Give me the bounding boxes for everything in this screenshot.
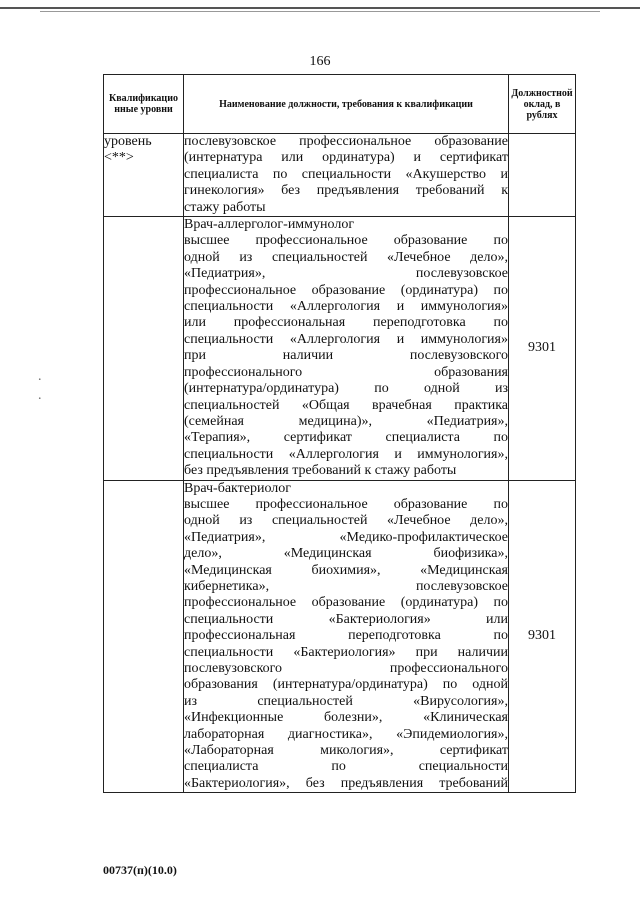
requirement-text-line: одной из специальностей «Лечебное дело», (184, 513, 508, 529)
requirement-text-line: «Инфекционные болезни», «Клиническая (184, 710, 508, 726)
requirement-text-line: «Бактериология», без предъявления требований (184, 775, 508, 791)
requirement-text-line: или профессиональная переподготовка по (184, 315, 508, 331)
requirement-text-line: специалиста по специальности «Акушерство и (184, 166, 508, 182)
requirement-text-line: без предъявления требований к стажу работы (184, 463, 457, 479)
requirement-text-line: профессиональная переподготовка по (184, 628, 508, 644)
qualification-level-cell (104, 217, 184, 481)
salary-value: 9301 (528, 628, 556, 644)
requirement-text-line: (интернатура или ординатура) и сертификат (184, 150, 508, 166)
side-mark: . (38, 369, 42, 384)
salary-cell (509, 217, 576, 481)
requirement-text-line: лабораторная диагностика», «Эпидемиология», (184, 726, 508, 742)
requirement-text-line: профессиональное образование (ординатура) по (184, 282, 508, 298)
requirement-text-line: высшее профессиональное образование по (184, 496, 508, 512)
requirement-text-line: гинекология» без предъявления требований к (184, 183, 508, 199)
requirement-text-line: из специальностей «Вирусология», (184, 693, 508, 709)
position-description-cell (184, 217, 509, 481)
requirement-text-line: специалиста по специальности (184, 759, 508, 775)
requirement-text-line: специальности «Бактериология» или (184, 611, 508, 627)
header-salary: Должностной оклад, в рублях (509, 75, 576, 134)
page-number: 166 (309, 54, 331, 69)
document-code: 00737(п)(10.0) (103, 863, 177, 877)
position-description-cell (184, 134, 509, 217)
requirement-text-line: специальности «Бактериология» при наличии (184, 644, 508, 660)
requirement-text-line: одной из специальностей «Лечебное дело», (184, 249, 508, 265)
requirement-text-line: «Терапия», сертификат специалиста по (184, 430, 508, 446)
requirement-text-line: послевузовского профессионального (184, 661, 508, 676)
qualification-level-text: <**> (104, 150, 134, 166)
position-title: Врач-аллерголог-иммунолог (184, 217, 355, 233)
requirement-text-line: высшее профессиональное образование по (184, 233, 508, 249)
salary-cell (509, 134, 576, 217)
requirement-text-line: послевузовское профессиональное образование (184, 134, 508, 149)
requirement-text-line: дело», «Медицинская биофизика», (184, 546, 508, 562)
qualification-level-cell (104, 480, 184, 793)
salary-cell (509, 480, 576, 793)
requirement-text-line: профессионального образования (184, 364, 508, 380)
requirement-text-line: специальности «Аллергология и иммунология» (184, 299, 508, 315)
requirement-text-line: специальности «Аллергология и иммунология» (184, 331, 508, 347)
qualification-table (103, 74, 576, 793)
qualification-level-cell (104, 134, 184, 217)
top-border-line (0, 7, 640, 9)
requirement-text-line: (семейная медицина)», «Педиатрия», (184, 413, 508, 429)
position-title: Врач-бактериолог (184, 480, 292, 496)
table-row (104, 217, 576, 481)
requirement-text-line: образования (интернатура/ординатура) по одной (184, 677, 508, 693)
requirement-text-line: «Педиатрия», «Медико-профилактическое (184, 529, 508, 545)
side-mark: . (38, 388, 42, 403)
requirement-text-line: при наличии послевузовского (184, 348, 508, 364)
salary-value: 9301 (528, 340, 556, 356)
position-description-cell (184, 480, 509, 793)
table-header-row (104, 75, 576, 134)
requirement-text-line: «Лабораторная микология», сертификат (184, 743, 508, 759)
top-border-line-secondary (40, 11, 600, 12)
requirement-text-line: (интернатура/ординатура) по одной из (184, 381, 508, 397)
qualification-level-text: уровень (104, 134, 152, 149)
requirement-text-line: «Педиатрия», послевузовское (184, 266, 508, 282)
requirement-text-line: специальности «Аллергология и иммунология», (184, 446, 508, 462)
header-qualification-levels: Квалификацио нные уровни (104, 75, 184, 134)
requirement-text-line: «Медицинская биохимия», «Медицинская (184, 562, 508, 578)
table-row (104, 480, 576, 793)
requirement-text-line: стажу работы (184, 199, 266, 215)
requirement-text-line: специальностей «Общая врачебная практика (184, 397, 508, 413)
header-position-requirements: Наименование должности, требования к квалификации (184, 75, 509, 134)
requirement-text-line: кибернетика», послевузовское (184, 578, 508, 594)
table-row (104, 134, 576, 217)
requirement-text-line: профессиональное образование (ординатура) по (184, 595, 508, 611)
